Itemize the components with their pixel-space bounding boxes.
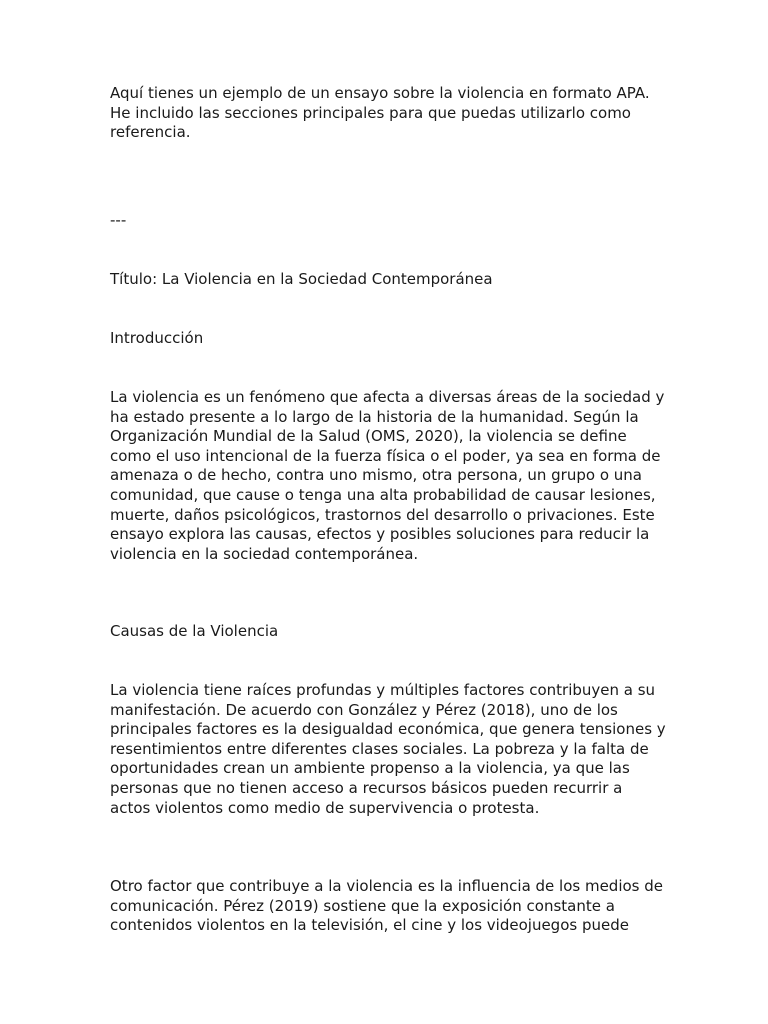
paragraph-introduction: La violencia es un fenómeno que afecta a diversas áreas de la sociedad y ha estado presente a lo largo de la historia de la humanidad. Según la Organización Mundial de la Salud (OMS, 2020), la violencia se define como el uso intencional de la fuerza física o el poder, ya sea en forma de amenaza o de hecho, contra uno mismo, otra persona, un grupo o una comunidad, que cause o tenga una alta probabilidad de causar lesiones, muerte, daños psicológicos, trastornos del desarrollo o privaciones. Este ensayo explora las causas, efectos y posibles soluciones para reducir la violencia en la sociedad contemporánea.: [110, 388, 665, 563]
paragraph-causes-1: La violencia tiene raíces profundas y múltiples factores contribuyen a su manifestación. De acuerdo con González y Pérez (2018), uno de los principales factores es la desigualdad económica, que genera tensiones y resentimientos entre diferentes clases sociales. La pobreza y la falta de oportunidades crean un ambiente propenso a la violencia, ya que las personas que no tienen acceso a recursos básicos pueden recurrir a actos violentos como medio de supervivencia o protesta.: [110, 681, 666, 817]
separator-line: ---: [110, 211, 127, 229]
paragraph-causes-2: Otro factor que contribuye a la violencia es la influencia de los medios de comunicación. Pérez (2019) sostiene que la exposición constante a contenidos violentos en la televisión, el cine y los videojuegos puede: [110, 877, 664, 935]
section-heading-causes: Causas de la Violencia: [110, 622, 279, 640]
essay-title: Título: La Violencia en la Sociedad Contemporánea: [110, 270, 493, 288]
section-heading-introduction: Introducción: [110, 329, 204, 347]
intro-note: Aquí tienes un ejemplo de un ensayo sobre la violencia en formato APA. He incluido las secciones principales para que puedas utilizarlo como referencia.: [110, 84, 650, 142]
